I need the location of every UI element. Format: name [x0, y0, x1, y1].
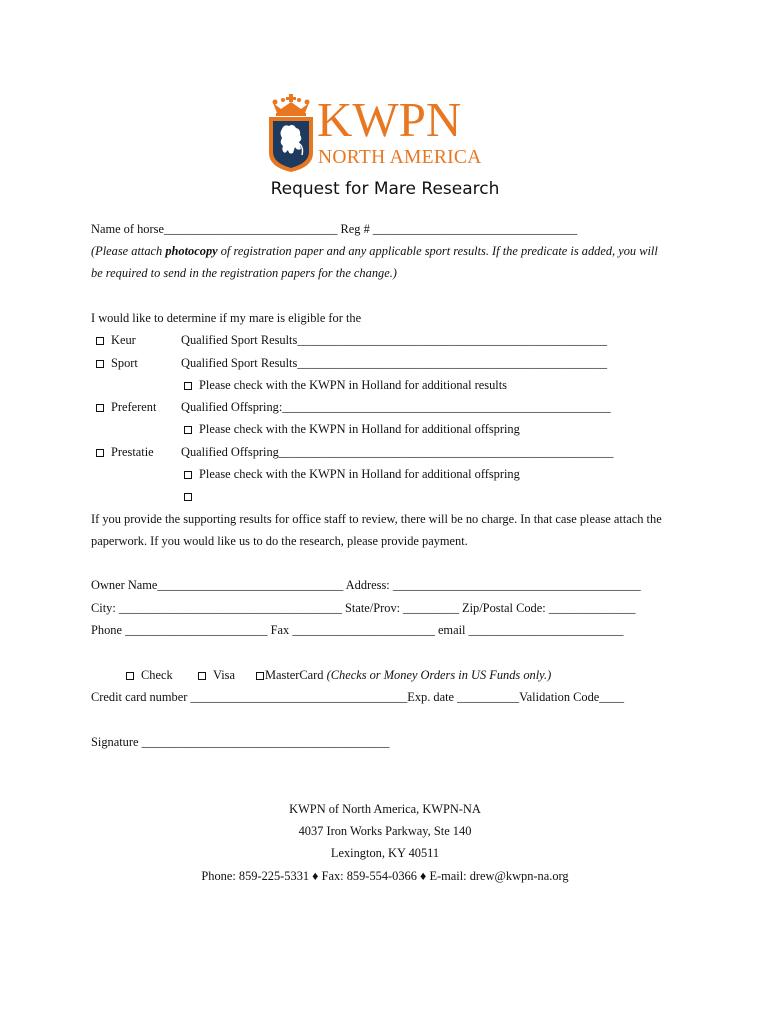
predicate-prestatie-option[interactable]: Prestatie [96, 445, 154, 459]
payment-mastercard-option[interactable]: MasterCard (Checks or Money Orders in US Funds only.) [256, 668, 551, 682]
credit-card-line[interactable]: Credit card number ___________________________________Exp. date __________Validation Code____ [91, 690, 625, 704]
city-state-zip-line[interactable]: City: ____________________________________ State/Prov: _________ Zip/Postal Code: ______________ [91, 601, 636, 615]
checkbox-prestatie-holland[interactable] [184, 471, 192, 479]
checkbox-sport-holland[interactable] [184, 382, 192, 390]
kwpn-logo [267, 93, 503, 173]
checkbox-prestatie[interactable] [96, 449, 104, 457]
checkbox-sport[interactable] [96, 360, 104, 368]
payment-note: (Checks or Money Orders in US Funds only.) [326, 668, 552, 682]
footer-city: Lexington, KY 40511 [330, 846, 440, 860]
footer-contact: Phone: 859-225-5331 ♦ Fax: 859-554-0366 ♦ E-mail: drew@kwpn-na.org [201, 869, 569, 883]
logo-brand: KWPN [317, 92, 462, 147]
review-text-line1: If you provide the supporting results for office staff to review, there will be no charge. In that case please attach the [91, 512, 662, 526]
owner-name-address-line[interactable]: Owner Name______________________________ Address: ________________________________________ [91, 578, 641, 592]
eligibility-intro: I would like to determine if my mare is eligible for the [91, 311, 362, 325]
predicate-preferent-option[interactable]: Preferent [96, 400, 156, 414]
sport-holland-option[interactable]: Please check with the KWPN in Holland for additional results [184, 378, 507, 392]
attach-note-line2: be required to send in the registration papers for the change.) [91, 266, 397, 280]
keur-requirement[interactable]: Qualified Sport Results__________________________________________________ [181, 333, 608, 347]
crest-icon [267, 93, 315, 173]
predicate-sport-option[interactable]: Sport [96, 356, 138, 370]
sport-requirement[interactable]: Qualified Sport Results__________________________________________________ [181, 356, 608, 370]
payment-check-option[interactable]: Check [126, 668, 173, 682]
footer-org: KWPN of North America, KWPN-NA [289, 802, 481, 816]
note-bold: photocopy [165, 244, 218, 258]
checkbox-keur[interactable] [96, 337, 104, 345]
horse-name-reg-line[interactable]: Name of horse____________________________ Reg # _________________________________ [91, 222, 578, 236]
signature-line[interactable]: Signature ________________________________________ [91, 735, 390, 749]
checkbox-check[interactable] [126, 672, 134, 680]
prestatie-holland-option[interactable]: Please check with the KWPN in Holland for additional offspring [184, 467, 520, 481]
page-title: Request for Mare Research [270, 179, 500, 199]
attach-note-line1: (Please attach photocopy of registration paper and any applicable sport results. If the predicate is added, you will [91, 244, 658, 258]
preferent-holland-option[interactable]: Please check with the KWPN in Holland for additional offspring [184, 422, 520, 436]
footer-street: 4037 Iron Works Parkway, Ste 140 [298, 824, 472, 838]
checkbox-preferent[interactable] [96, 404, 104, 412]
predicate-keur-option[interactable]: Keur [96, 333, 136, 347]
checkbox-visa[interactable] [198, 672, 206, 680]
phone-fax-email-line[interactable]: Phone _______________________ Fax _______________________ email _________________________ [91, 623, 624, 637]
checkbox-mastercard[interactable] [256, 672, 264, 680]
payment-visa-option[interactable]: Visa [198, 668, 235, 682]
prestatie-requirement[interactable]: Qualified Offspring______________________________________________________ [181, 445, 614, 459]
review-text-line2: paperwork. If you would like us to do the research, please provide payment. [91, 534, 468, 548]
logo-subtitle: NORTH AMERICA [318, 147, 482, 168]
checkbox-extra[interactable] [184, 493, 192, 501]
preferent-requirement[interactable]: Qualified Offspring:_____________________________________________________ [181, 400, 611, 414]
extra-option[interactable] [184, 489, 199, 503]
checkbox-preferent-holland[interactable] [184, 426, 192, 434]
